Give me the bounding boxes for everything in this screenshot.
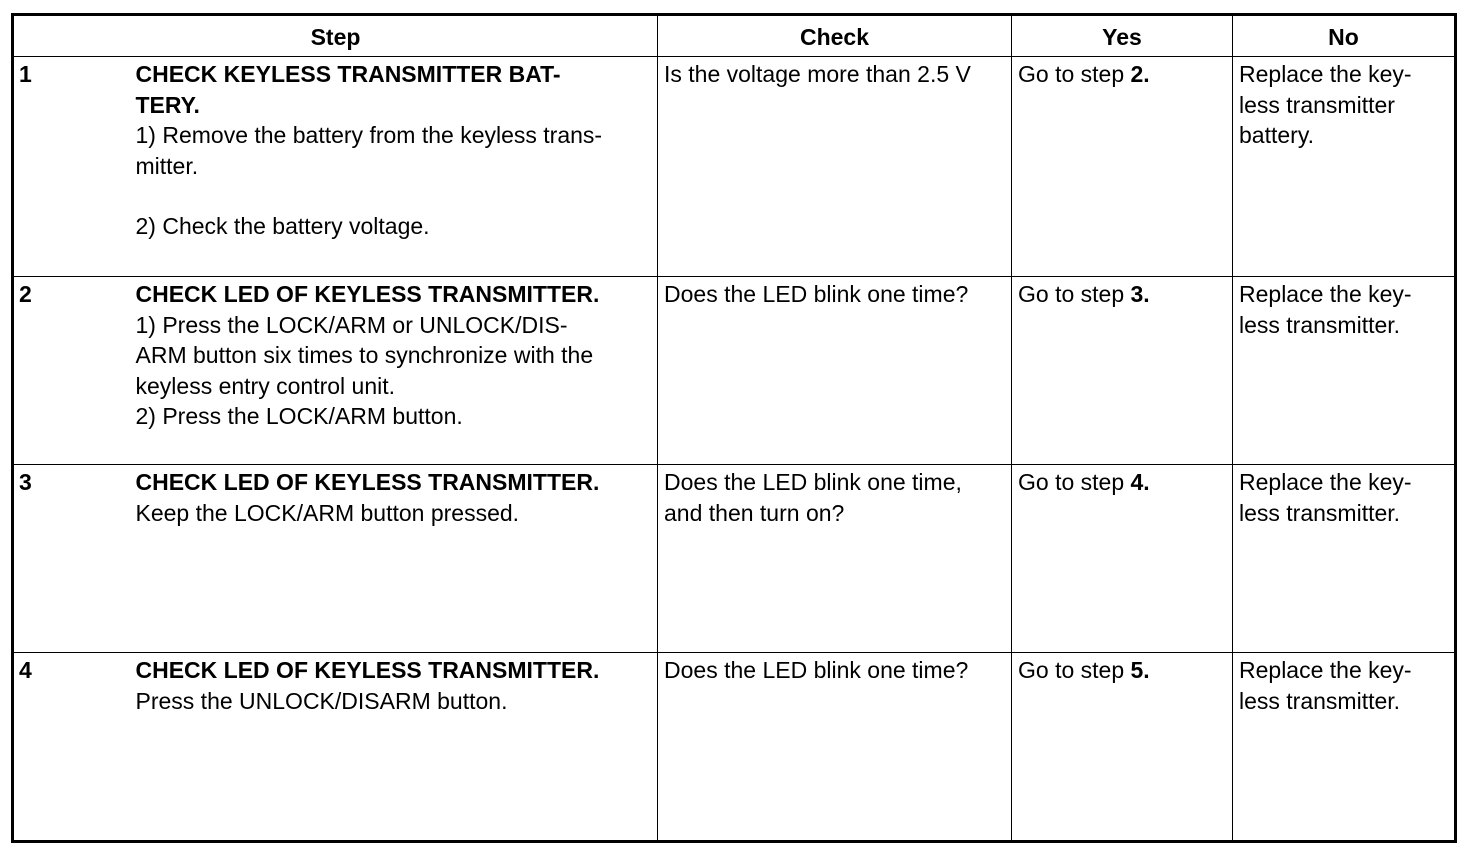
no-text: less transmitter. (1239, 499, 1401, 526)
header-check: Check (658, 15, 1012, 57)
check-text: and then turn on? (664, 499, 845, 526)
step-instruction: 1) Remove the battery from the keyless trans- (135, 122, 603, 148)
step-instruction: Keep the LOCK/ARM button pressed. (135, 499, 520, 526)
yes-cell (1012, 465, 1233, 653)
no-cell (1233, 57, 1456, 277)
check-text: Does the LED blink one time? (664, 657, 969, 683)
yes-cell (1012, 277, 1233, 465)
no-text: less transmitter. (1239, 687, 1401, 714)
check-text: Is the voltage more than 2.5 V (664, 61, 971, 87)
check-text: Does the LED blink one time, (664, 469, 962, 495)
yes-text: Go to step (1018, 657, 1131, 683)
diagnostic-table (11, 13, 1457, 843)
step-description (130, 465, 658, 653)
step-description (130, 277, 658, 465)
yes-step-target: 3. (1130, 281, 1150, 307)
no-text: Replace the key- (1239, 657, 1412, 683)
table-row (13, 465, 1456, 653)
step-title: CHECK LED OF KEYLESS TRANSMITTER. (135, 281, 600, 307)
table-row (13, 653, 1456, 842)
check-cell (658, 57, 1012, 277)
diagnostic-table-container (11, 13, 1454, 843)
step-number: 4 (13, 653, 130, 842)
table-row (13, 57, 1456, 277)
table-row (13, 277, 1456, 465)
yes-cell (1012, 57, 1233, 277)
yes-text: Go to step (1018, 61, 1131, 87)
yes-step-target: 4. (1130, 469, 1150, 495)
yes-text: Go to step (1018, 469, 1131, 495)
step-title: CHECK LED OF KEYLESS TRANSMITTER. (135, 657, 600, 683)
header-yes: Yes (1012, 15, 1233, 57)
no-text: battery. (1239, 122, 1314, 148)
header-row (13, 15, 1456, 57)
step-instruction: keyless entry control unit. (135, 372, 396, 399)
no-cell (1233, 653, 1456, 842)
step-title: CHECK KEYLESS TRANSMITTER BAT- (135, 61, 561, 87)
no-cell (1233, 277, 1456, 465)
no-text: Replace the key- (1239, 281, 1412, 307)
step-instruction: mitter. (135, 152, 199, 179)
header-step: Step (13, 15, 658, 57)
step-instruction: ARM button six times to synchronize with the (135, 342, 594, 368)
yes-cell (1012, 653, 1233, 842)
step-number: 2 (13, 277, 130, 465)
yes-step-target: 2. (1130, 61, 1150, 87)
no-text: Replace the key- (1239, 61, 1412, 87)
step-title: CHECK LED OF KEYLESS TRANSMITTER. (135, 469, 600, 495)
check-text: Does the LED blink one time? (664, 281, 969, 307)
check-cell (658, 465, 1012, 653)
header-no: No (1233, 15, 1456, 57)
check-cell (658, 653, 1012, 842)
yes-step-target: 5. (1130, 657, 1150, 683)
no-text: less transmitter (1239, 91, 1395, 118)
step-description (130, 653, 658, 842)
step-instruction: Press the UNLOCK/DISARM button. (135, 687, 508, 714)
no-cell (1233, 465, 1456, 653)
yes-text: Go to step (1018, 281, 1131, 307)
no-text: Replace the key- (1239, 469, 1412, 495)
check-cell (658, 277, 1012, 465)
step-title: TERY. (135, 91, 200, 118)
step-instruction: 2) Check the battery voltage. (135, 213, 430, 239)
step-number: 1 (13, 57, 130, 277)
step-description (130, 57, 658, 277)
step-number: 3 (13, 465, 130, 653)
step-instruction: 2) Press the LOCK/ARM button. (135, 403, 463, 429)
no-text: less transmitter. (1239, 311, 1401, 338)
step-instruction: 1) Press the LOCK/ARM or UNLOCK/DIS- (135, 311, 568, 338)
